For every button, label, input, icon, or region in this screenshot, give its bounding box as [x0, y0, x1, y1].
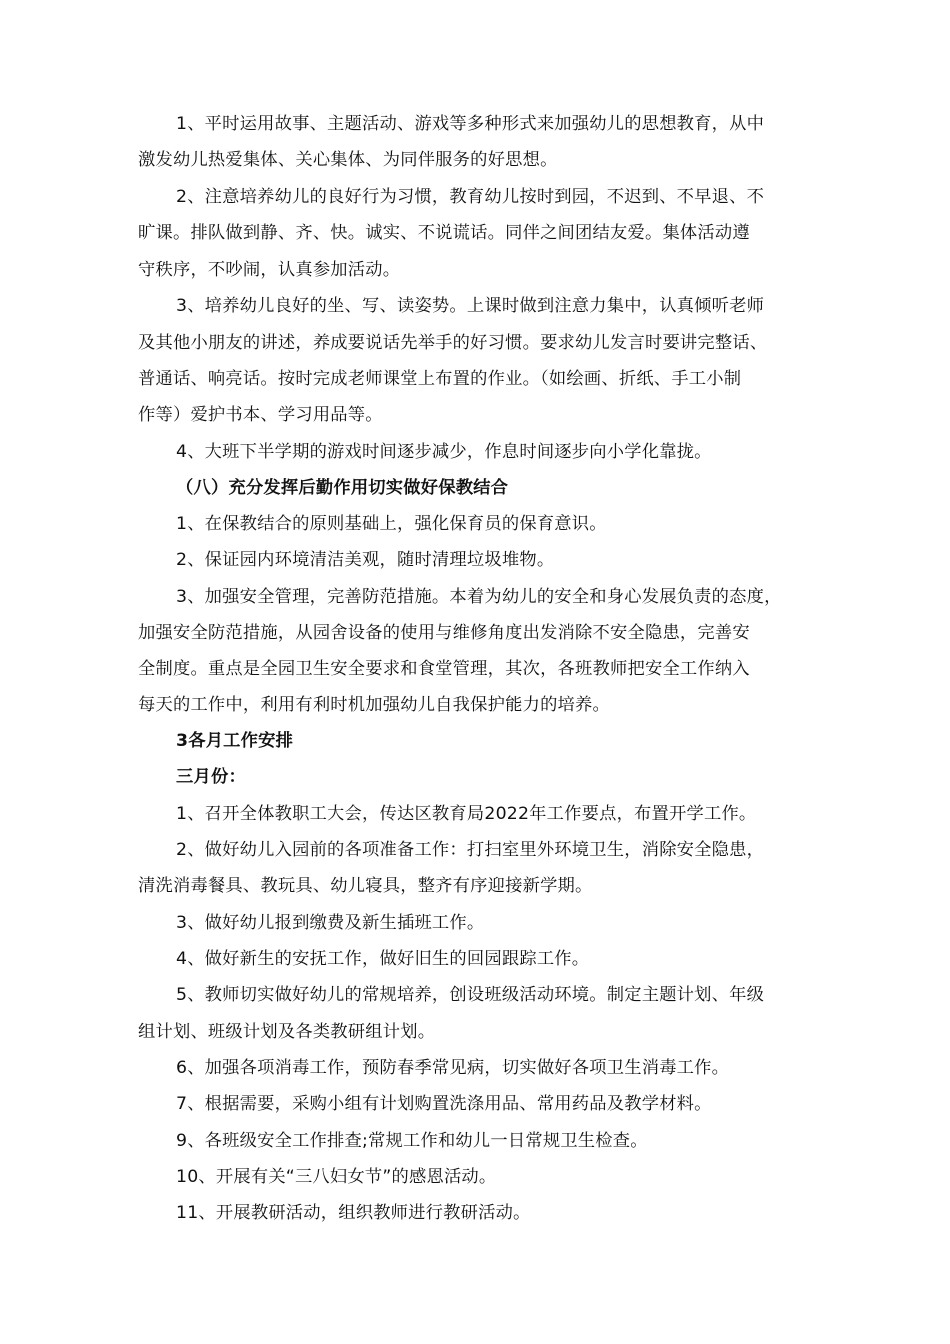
text-line: 1、平时运用故事、主题活动、游戏等多种形式来加强幼儿的思想教育，从中 [176, 114, 765, 134]
text-line: 加强安全防范措施，从园舍设备的使用与维修角度出发消除不安全隐患，完善安 [138, 623, 750, 643]
text-line: 3、加强安全管理，完善防范措施。本着为幼儿的安全和身心发展负责的态度， [176, 587, 782, 607]
text-line: 旷课。排队做到静、齐、快。诚实、不说谎话。同伴之间团结友爱。集体活动遵 [138, 223, 750, 243]
text-line: 组计划、班级计划及各类教研组计划。 [138, 1022, 436, 1042]
section-heading: 3各月工作安排 [176, 731, 294, 751]
text-line: 作等）爱护书本、学习用品等。 [138, 405, 383, 425]
text-line: 1、在保教结合的原则基础上，强化保育员的保育意识。 [176, 514, 607, 534]
text-line: 5、教师切实做好幼儿的常规培养，创设班级活动环境。制定主题计划、年级 [176, 985, 765, 1005]
text-line: 普通话、响亮话。按时完成老师课堂上布置的作业。（如绘画、折纸、手工小制 [138, 369, 742, 389]
text-line: 及其他小朋友的讲述，养成要说话先举手的好习惯。要求幼儿发言时要讲完整话、 [138, 333, 768, 353]
text-line: 10、开展有关“三八妇女节”的感恩活动。 [176, 1167, 497, 1187]
text-line: 每天的工作中，利用有利时机加强幼儿自我保护能力的培养。 [138, 695, 610, 715]
text-line: 3、做好幼儿报到缴费及新生插班工作。 [176, 913, 485, 933]
text-line: 1、召开全体教职工大会，传达区教育局2022年工作要点，布置开学工作。 [176, 804, 757, 824]
text-line: 6、加强各项消毒工作，预防春季常见病，切实做好各项卫生消毒工作。 [176, 1058, 730, 1078]
section-heading: （八）充分发挥后勤作用切实做好保教结合 [176, 478, 509, 498]
text-line: 全制度。重点是全园卫生安全要求和食堂管理，其次，各班教师把安全工作纳入 [138, 659, 750, 679]
text-line: 4、大班下半学期的游戏时间逐步减少，作息时间逐步向小学化靠拢。 [176, 442, 712, 462]
text-line: 守秩序，不吵闹，认真参加活动。 [138, 260, 401, 280]
text-line: 7、根据需要，采购小组有计划购置洗涤用品、常用药品及教学材料。 [176, 1094, 712, 1114]
text-line: 11、开展教研活动，组织教师进行教研活动。 [176, 1203, 531, 1223]
text-line: 2、注意培养幼儿的良好行为习惯，教育幼儿按时到园，不迟到、不早退、不 [176, 187, 765, 207]
text-line: 9、各班级安全工作排查;常规工作和幼儿一日常规卫生检查。 [176, 1131, 648, 1151]
text-line: 清洗消毒餐具、教玩具、幼儿寝具，整齐有序迎接新学期。 [138, 876, 593, 896]
text-line: 激发幼儿热爱集体、关心集体、为同伴服务的好思想。 [138, 150, 558, 170]
text-line: 3、培养幼儿良好的坐、写、读姿势。上课时做到注意力集中，认真倾听老师 [176, 296, 765, 316]
month-heading: 三月份： [176, 767, 246, 787]
text-line: 4、做好新生的安抚工作，做好旧生的回园跟踪工作。 [176, 949, 590, 969]
text-line: 2、保证园内环境清洁美观，随时清理垃圾堆物。 [176, 550, 555, 570]
text-line: 2、做好幼儿入园前的各项准备工作：打扫室里外环境卫生，消除安全隐患， [176, 840, 765, 860]
